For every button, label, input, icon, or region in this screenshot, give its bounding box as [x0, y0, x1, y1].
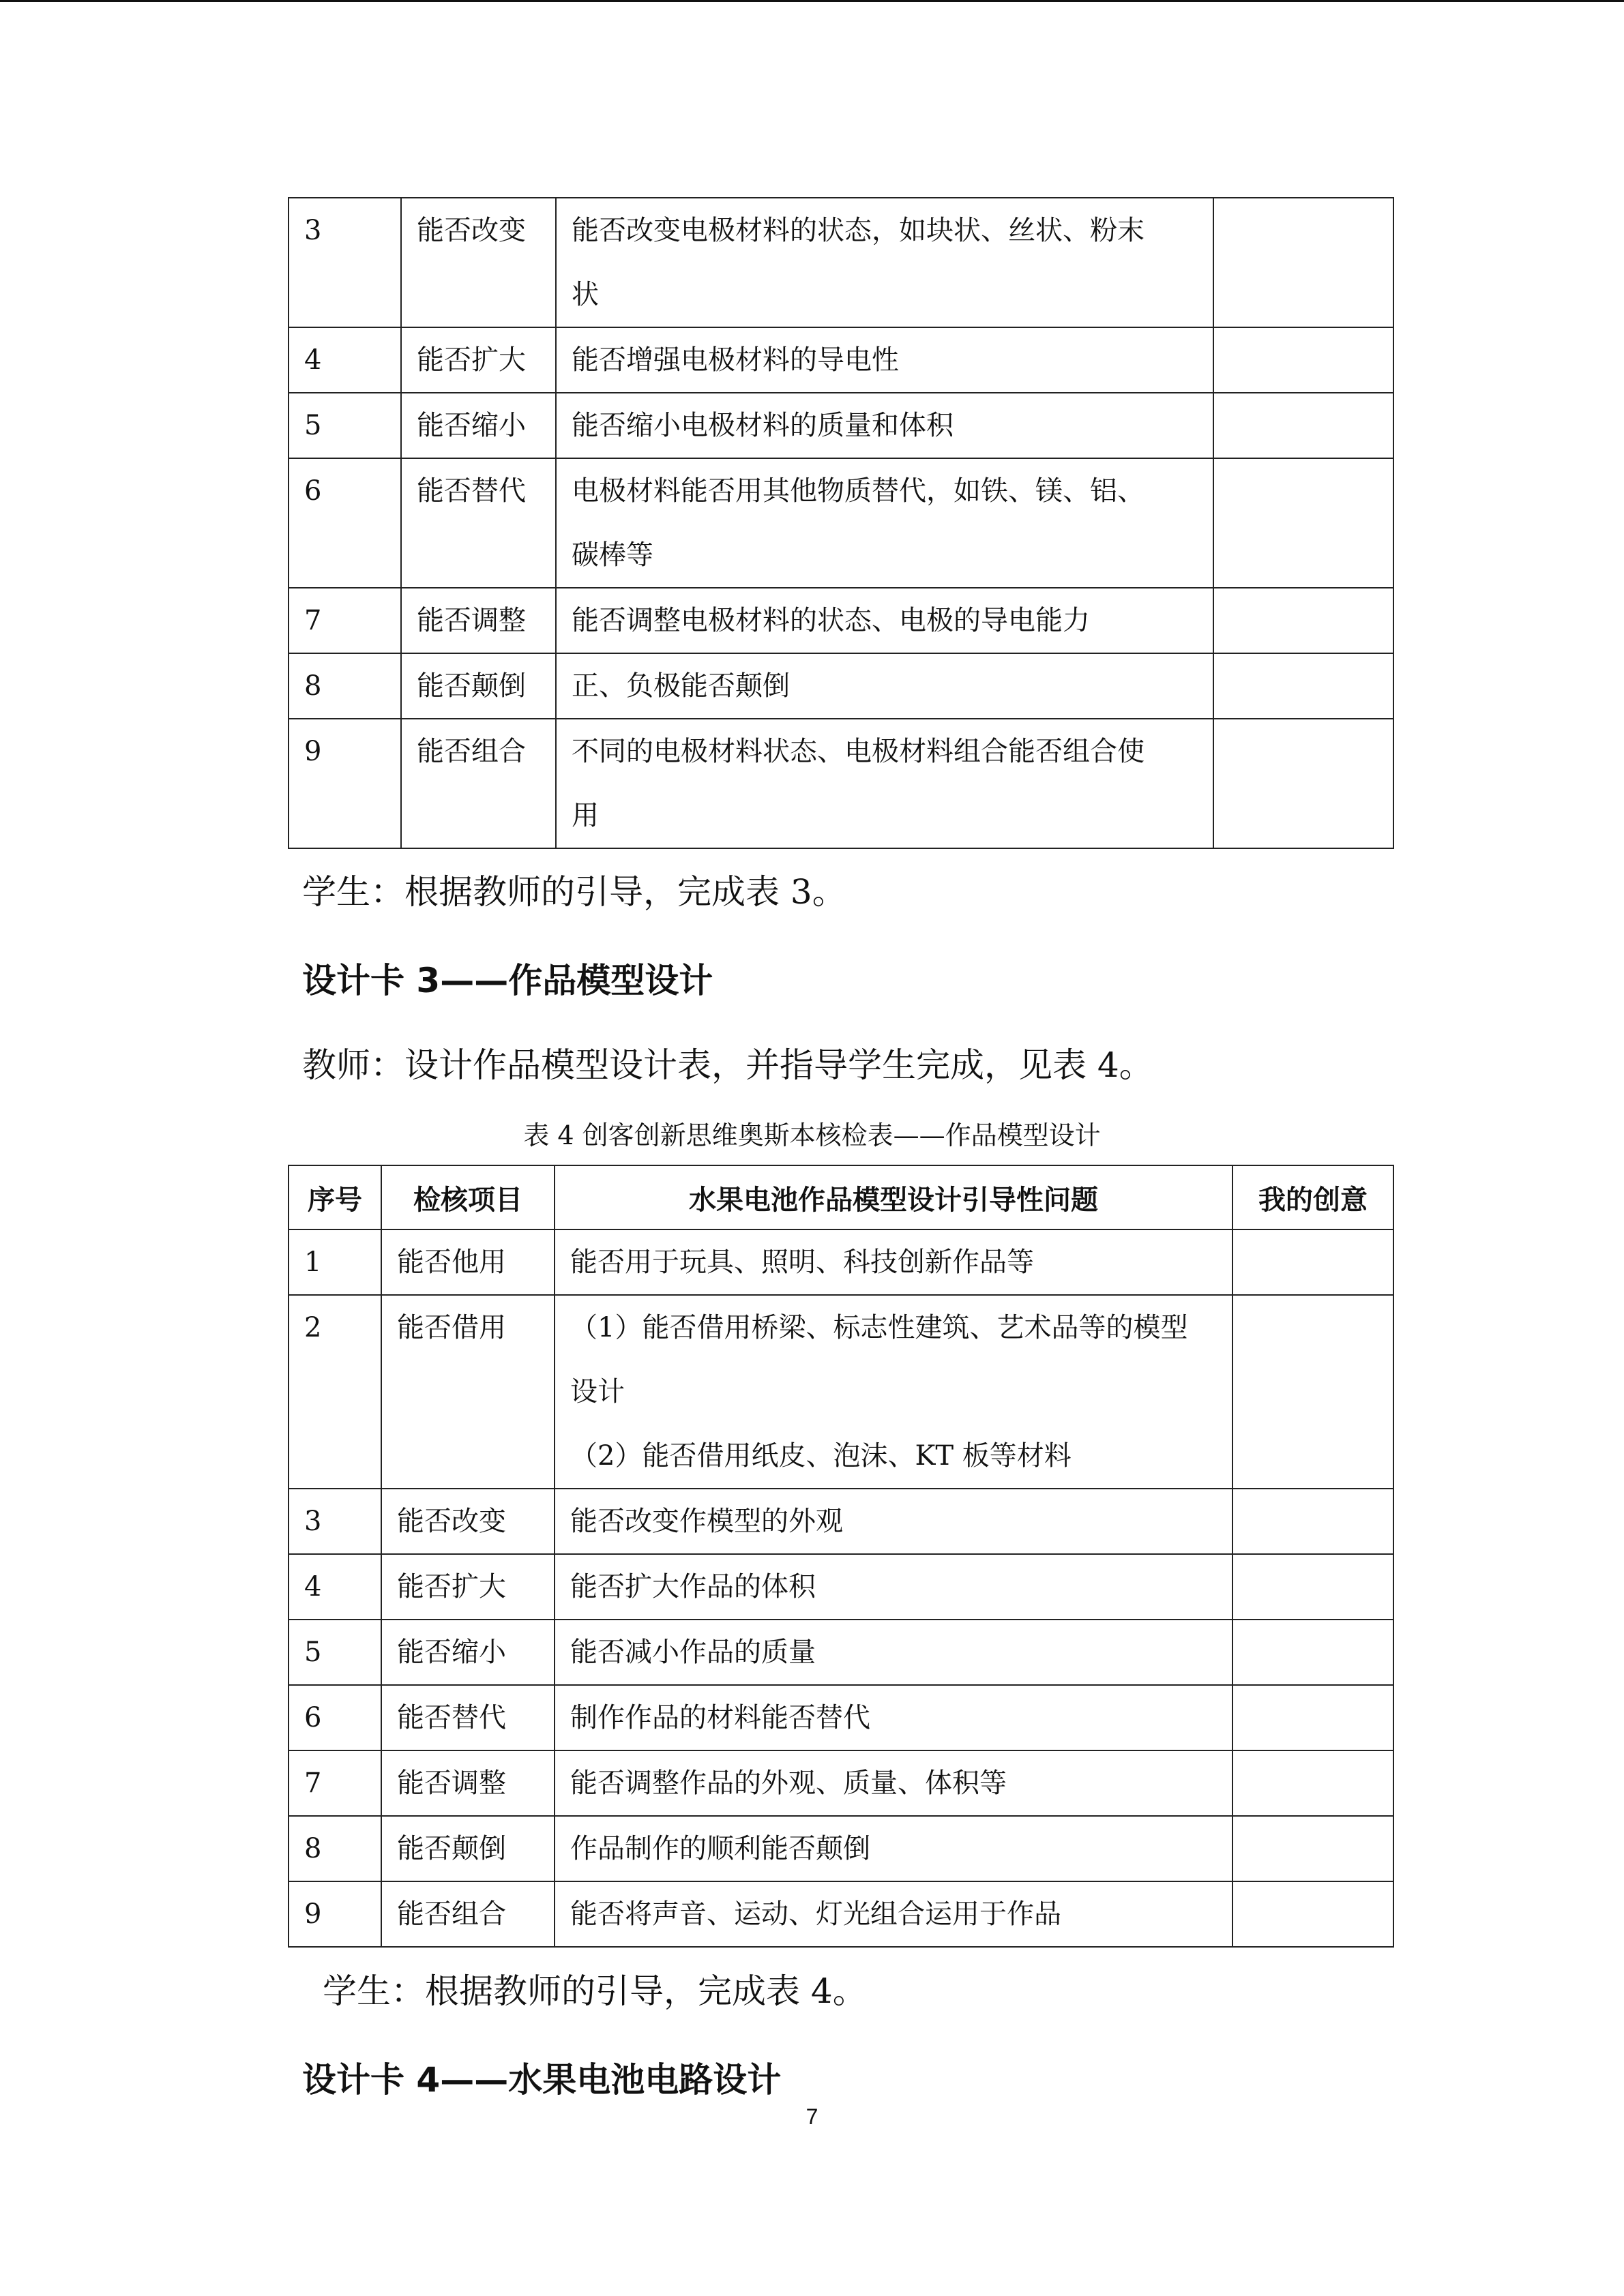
- my-idea-cell[interactable]: [1213, 198, 1393, 327]
- student-instruction: 学生：根据教师的引导，完成表 4。: [323, 1971, 867, 2011]
- my-idea-cell[interactable]: [1213, 588, 1393, 653]
- table-row: [289, 1489, 1393, 1554]
- my-idea-cell[interactable]: [1213, 653, 1393, 719]
- row-number: 2: [289, 1295, 381, 1489]
- question-line: 能否减小作品的质量: [570, 1637, 816, 1668]
- question-line: 能否缩小电极材料的质量和体积: [572, 410, 954, 441]
- table-row: [289, 719, 1393, 848]
- row-number: 5: [289, 1620, 381, 1685]
- row-number: 5: [289, 393, 401, 458]
- table-row: [289, 1295, 1393, 1489]
- guiding-question: [555, 1881, 1232, 1947]
- my-idea-cell[interactable]: [1213, 719, 1393, 848]
- column-header: 我的创意: [1232, 1165, 1393, 1229]
- section-heading: 设计卡 4——水果电池电路设计: [302, 2060, 782, 2100]
- row-number: 4: [289, 1554, 381, 1620]
- table-row: [289, 393, 1393, 458]
- question-line: 能否增强电极材料的导电性: [572, 344, 899, 376]
- question-line: 设计: [570, 1376, 625, 1407]
- question-line: 能否调整电极材料的状态、电极的导电能力: [572, 605, 1090, 636]
- question-line: 能否改变电极材料的状态，如块状、丝状、粉末: [572, 215, 1145, 246]
- my-idea-cell[interactable]: [1232, 1229, 1393, 1295]
- guiding-question: [556, 393, 1213, 458]
- question-line: 制作作品的材料能否替代: [570, 1702, 870, 1733]
- check-item: 能否扩大: [381, 1554, 555, 1620]
- row-number: 3: [289, 198, 401, 327]
- check-item: 能否调整: [401, 588, 556, 653]
- my-idea-cell[interactable]: [1232, 1489, 1393, 1554]
- row-number: 7: [289, 1750, 381, 1816]
- row-number: 7: [289, 588, 401, 653]
- table-row: [289, 653, 1393, 719]
- guiding-question: [555, 1620, 1232, 1685]
- check-item: 能否颠倒: [381, 1816, 555, 1881]
- my-idea-cell[interactable]: [1213, 458, 1393, 588]
- teacher-instruction: 教师：设计作品模型设计表，并指导学生完成，见表 4。: [302, 1045, 1153, 1085]
- guiding-question: [556, 198, 1213, 327]
- row-number: 6: [289, 458, 401, 588]
- check-item: 能否扩大: [401, 327, 556, 393]
- table-row: [289, 1881, 1393, 1947]
- check-item: 能否缩小: [401, 393, 556, 458]
- question-line: 能否将声音、运动、灯光组合运用于作品: [570, 1898, 1061, 1930]
- guiding-question: [556, 719, 1213, 848]
- question-line: 不同的电极材料状态、电极材料组合能否组合使: [572, 736, 1145, 767]
- guiding-question: [556, 458, 1213, 588]
- table-row: [289, 1750, 1393, 1816]
- check-item: 能否改变: [381, 1489, 555, 1554]
- question-line: 正、负极能否颠倒: [572, 670, 790, 702]
- question-line: 状: [572, 279, 599, 310]
- table-row: [289, 1685, 1393, 1750]
- my-idea-cell[interactable]: [1232, 1816, 1393, 1881]
- check-item: 能否改变: [401, 198, 556, 327]
- guiding-question: [555, 1295, 1232, 1489]
- table-row: [289, 1229, 1393, 1295]
- row-number: 8: [289, 653, 401, 719]
- column-header: 水果电池作品模型设计引导性问题: [555, 1165, 1232, 1229]
- table-header-row: [289, 1165, 1393, 1229]
- guiding-question: [555, 1229, 1232, 1295]
- table-row: [289, 1620, 1393, 1685]
- column-header: 检核项目: [381, 1165, 555, 1229]
- section-heading: 设计卡 3——作品模型设计: [302, 961, 713, 1000]
- my-idea-cell[interactable]: [1232, 1881, 1393, 1947]
- table-caption: 表 4 创客创新思维奥斯本核检表——作品模型设计: [523, 1120, 1101, 1150]
- row-number: 9: [289, 719, 401, 848]
- question-line: 碳棒等: [572, 539, 653, 571]
- check-item: 能否替代: [381, 1685, 555, 1750]
- row-number: 8: [289, 1816, 381, 1881]
- check-item: 能否颠倒: [401, 653, 556, 719]
- guiding-question: [555, 1685, 1232, 1750]
- guiding-question: [555, 1816, 1232, 1881]
- table-4: [288, 1165, 1394, 1948]
- table-3-continued: [288, 197, 1394, 849]
- question-line: 电极材料能否用其他物质替代，如铁、镁、铝、: [572, 475, 1145, 507]
- question-line: 能否用于玩具、照明、科技创新作品等: [570, 1247, 1034, 1278]
- row-number: 9: [289, 1881, 381, 1947]
- table-row: [289, 1816, 1393, 1881]
- page-top-border: [0, 0, 1624, 2]
- student-instruction: 学生：根据教师的引导，完成表 3。: [302, 872, 846, 912]
- question-line: 能否扩大作品的体积: [570, 1571, 816, 1602]
- check-item: 能否替代: [401, 458, 556, 588]
- guiding-question: [555, 1554, 1232, 1620]
- question-line: 能否调整作品的外观、质量、体积等: [570, 1768, 1007, 1799]
- question-line: 作品制作的顺利能否颠倒: [570, 1833, 870, 1864]
- my-idea-cell[interactable]: [1213, 393, 1393, 458]
- check-item: 能否调整: [381, 1750, 555, 1816]
- my-idea-cell[interactable]: [1232, 1295, 1393, 1489]
- guiding-question: [555, 1750, 1232, 1816]
- question-line: 用: [572, 800, 599, 831]
- question-line: 能否改变作模型的外观: [570, 1506, 843, 1537]
- guiding-question: [556, 588, 1213, 653]
- check-item: 能否他用: [381, 1229, 555, 1295]
- check-item: 能否借用: [381, 1295, 555, 1489]
- my-idea-cell[interactable]: [1232, 1620, 1393, 1685]
- column-header: 序号: [289, 1165, 381, 1229]
- question-line: （2）能否借用纸皮、泡沫、KT 板等材料: [570, 1440, 1072, 1472]
- check-item: 能否缩小: [381, 1620, 555, 1685]
- row-number: 6: [289, 1685, 381, 1750]
- guiding-question: [556, 653, 1213, 719]
- table-row: [289, 327, 1393, 393]
- row-number: 1: [289, 1229, 381, 1295]
- question-line: （1）能否借用桥梁、标志性建筑、艺术品等的模型: [570, 1312, 1188, 1343]
- row-number: 3: [289, 1489, 381, 1554]
- guiding-question: [556, 327, 1213, 393]
- table-row: [289, 458, 1393, 588]
- check-item: 能否组合: [381, 1881, 555, 1947]
- my-idea-cell[interactable]: [1232, 1685, 1393, 1750]
- table-row: [289, 198, 1393, 327]
- guiding-question: [555, 1489, 1232, 1554]
- page-number: 7: [806, 2104, 818, 2129]
- table-row: [289, 1554, 1393, 1620]
- my-idea-cell[interactable]: [1232, 1554, 1393, 1620]
- my-idea-cell[interactable]: [1213, 327, 1393, 393]
- my-idea-cell[interactable]: [1232, 1750, 1393, 1816]
- row-number: 4: [289, 327, 401, 393]
- table-row: [289, 588, 1393, 653]
- check-item: 能否组合: [401, 719, 556, 848]
